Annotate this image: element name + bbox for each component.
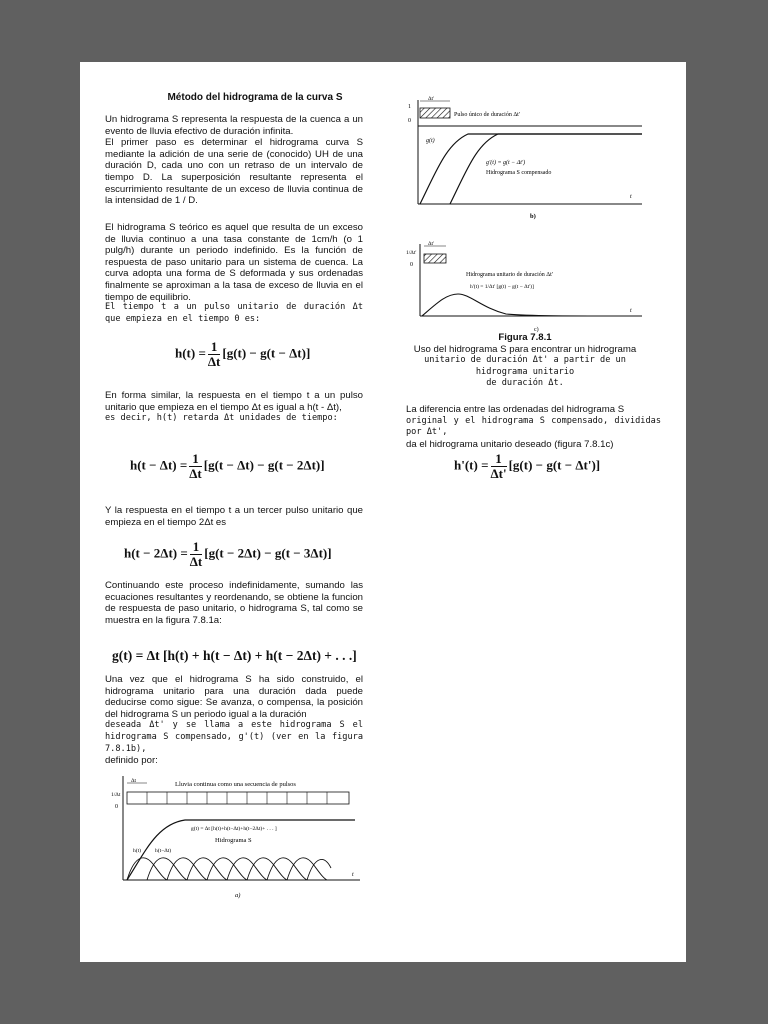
s-hydrograph-paragraph: El hidrograma S teórico es aquel que resulta de un exceso de lluvia continuo a una tasa constante de 1cm/h (o 1 pulg/h) durante un periodo indefinido. Es la función de respuesta de paso unitario para un sistema de cuenca. La curva adopta una forma de S deformada y sus ordenadas finalmente se aproximan a la tasa de exceso de lluvia en el tiempo de equilibrio. bbox=[105, 222, 363, 303]
equation-h-t-minus-dt: h(t − Δt) = $\frac{1}{\Delta t}$ [g(t − Δt) − g(t − 2Δt)] bbox=[130, 451, 325, 481]
pulse-response-text: El tiempo t a un pulso unitario de duración Δt que empieza en el tiempo 0 es: bbox=[105, 302, 363, 324]
fig-b-y1: 1 bbox=[408, 104, 411, 110]
fig-a-eq-label: g(t) = Δt [h(t)+h(t−Δt)+h(t−2Δt)+ . . . ] bbox=[191, 826, 277, 832]
fig-c-uh-label: Hidrograma unitario de duración Δt' bbox=[466, 272, 553, 278]
document-page bbox=[80, 62, 686, 962]
fig-b-dt-label: Δt' bbox=[428, 96, 435, 102]
fig-c-t-label: t bbox=[630, 308, 632, 314]
pulse-dividers bbox=[147, 792, 327, 804]
figure-7-8-1b bbox=[406, 92, 646, 222]
single-pulse bbox=[420, 108, 450, 118]
third-pulse-paragraph: Y la respuesta en el tiempo t a un tercer pulso unitario que empieza en el tiempo 2Δt es bbox=[105, 505, 363, 528]
fig-c-dt-label: Δt' bbox=[428, 241, 435, 247]
figure-7-8-1c bbox=[406, 234, 646, 334]
fig-a-y-label: 1/Δt bbox=[111, 792, 121, 798]
fig-a-dt-label: Δt bbox=[131, 778, 137, 784]
similar-form-paragraph: En forma similar, la respuesta en el tiempo t a un pulso unitario que empieza en el tiempo Δt es igual a h(t - Δt), es decir, h(t) retarda Δt unidades de tiempo: bbox=[105, 390, 363, 424]
fig-c-letter: c) bbox=[534, 327, 539, 333]
fig-b-t-label: t bbox=[630, 194, 632, 200]
equation-h-t-minus-2dt: h(t − 2Δt) = $\frac{1}{\Delta t}$ [g(t − 2Δt) − g(t − 3Δt)] bbox=[124, 539, 332, 569]
fig-a-h2-label: h(t−Δt) bbox=[155, 848, 172, 854]
compensation-paragraph: Una vez que el hidrograma S ha sido construido, el hidrograma unitario para una duración dada puede deducirse como sigue: Se avanza, o compensa, la posición del hidrograma S un periodo igual a la duración deseada Δt' y se llama a este hidrograma S el hidrograma S compensado, g'(t) (ver en la figura 7.8.1b), definido por: bbox=[105, 674, 363, 767]
fig-b-comp-label: Hidrograma S compensado bbox=[486, 170, 552, 176]
figure-title: Figura 7.8.1 bbox=[498, 332, 552, 343]
pulse-sequence bbox=[127, 792, 349, 804]
continuation-paragraph: Continuando este proceso indefinidamente, sumando las ecuaciones resultantes y reordenando, se obtiene la funcion de respuesta de paso unitario, o hidrograma S, tal como se muestra en la figura 7.8.1a: bbox=[105, 580, 363, 626]
unit-hydrograph-curve bbox=[422, 294, 642, 316]
equation-g-t: g(t) = Δt [h(t) + h(t − Δt) + h(t − 2Δt) + . . .] bbox=[112, 648, 357, 663]
equation-h-t: h(t) = $\frac{1}{\Delta t}$ [g(t) − g(t − Δt)] bbox=[175, 339, 311, 369]
fig-b-g-label: g(t) bbox=[426, 138, 435, 144]
fig-a-top-label: Lluvia continua como una secuencia de pulsos bbox=[175, 781, 296, 788]
fig-a-letter: a) bbox=[235, 892, 241, 899]
fig-a-zero: 0 bbox=[115, 804, 118, 810]
fig-b-pulse-label: Pulso único de duración Δt' bbox=[454, 112, 520, 118]
fig-a-s-label: Hidrograma S bbox=[215, 837, 252, 844]
fig-a-h1-label: h(t) bbox=[133, 848, 141, 854]
g-t-curve bbox=[420, 134, 642, 204]
difference-paragraph: La diferencia entre las ordenadas del hidrograma S original y el hidrograma S compensado, divididas por Δt', da el hidrograma unitario deseado (figura 7.8.1c) bbox=[406, 404, 661, 450]
pulse-c bbox=[424, 254, 446, 263]
fig-c-eq-label: h'(t) = 1/Δt' [g(t) − g(t − Δt')] bbox=[470, 284, 534, 290]
fig-a-t-label: t bbox=[352, 872, 354, 878]
figure-7-8-1a bbox=[105, 772, 363, 902]
unit-hydrograph-pulses bbox=[127, 858, 331, 880]
fig-c-y-label: 1/Δt' bbox=[406, 250, 417, 256]
intro-paragraph: Un hidrograma S representa la respuesta de la cuenca a un evento de lluvia efectivo de duración infinita. El primer paso es determinar el hidrograma curva S mediante la adición de una serie de (conocido) UH de una duración D, cada uno con un retraso de un intervalo de tiempo D. La superposición resultante representa el escurrimiento resultante de un exceso de lluvia continua de la intensidad de 1 / D. bbox=[105, 114, 363, 207]
equation-h-prime: h'(t) = $\frac{1}{\Delta t'}$ [g(t) − g(t − Δt')] bbox=[454, 451, 601, 481]
fig-c-zero: 0 bbox=[410, 262, 413, 268]
document-title: Método del hidrograma de la curva S bbox=[167, 92, 343, 103]
fig-b-letter: b) bbox=[530, 213, 536, 220]
figure-caption: Figura 7.8.1 Uso del hidrograma S para encontrar un hidrograma unitario de duración Δt' a partir de un hidrograma unitario de duración Δt. bbox=[400, 332, 650, 390]
fig-b-zero: 0 bbox=[408, 118, 411, 124]
fig-b-gp-label: g'(t) = g(t − Δt') bbox=[486, 160, 526, 166]
g-prime-curve bbox=[450, 134, 642, 204]
